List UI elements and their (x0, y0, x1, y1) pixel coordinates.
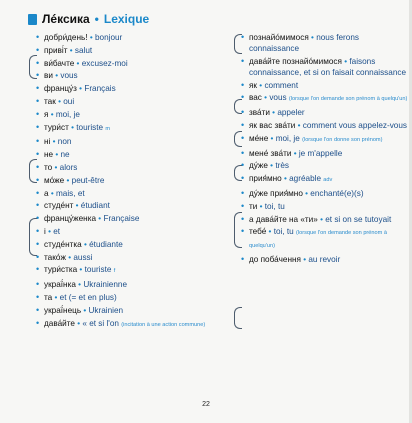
vocab-entry (36, 70, 232, 81)
vocab-entry (241, 201, 409, 212)
vocab-note: adv (323, 177, 333, 184)
section-header (28, 12, 149, 26)
vocab-translation-fr: aussi (73, 252, 93, 262)
vocab-entry (241, 188, 409, 199)
vocab-entry (36, 175, 232, 186)
pen-bracket-mark (29, 218, 37, 256)
vocab-term-ua: украї́нка (44, 280, 76, 290)
pen-bracket-mark (29, 159, 37, 183)
vocab-term-ua: прия́мно (249, 174, 282, 184)
vocab-entry (36, 318, 232, 331)
vocab-translation-fr: je m'appelle (298, 148, 343, 158)
vocab-entry (36, 136, 232, 147)
vocab-translation-fr: étudiante (89, 239, 123, 249)
vocab-term-ua: ду́же (249, 161, 268, 171)
vocab-separator: • (74, 58, 82, 68)
vocab-term-ua: студе́нт (44, 201, 74, 211)
vocab-term-ua: тури́стка (44, 265, 78, 275)
vocab-separator: • (65, 252, 74, 262)
pen-bracket-mark (234, 165, 242, 181)
vocab-separator: • (48, 109, 56, 119)
section-title-fr: Lexique (103, 12, 150, 26)
vocab-term-ua: францу́женка (44, 214, 97, 224)
vocab-separator: • (52, 71, 61, 81)
vocab-separator: • (300, 255, 309, 265)
vocab-translation-fr: moi, je (275, 133, 300, 143)
vocab-note: (lorsque l'on donne son prénom) (302, 136, 383, 143)
vocab-entry (241, 148, 409, 159)
vocab-translation-fr: non (57, 137, 72, 147)
vocab-term-ua: ви́бачте (44, 58, 75, 68)
vocab-translation-fr: très (275, 161, 289, 171)
vocab-translation-fr: toi, tu (273, 227, 294, 237)
vocab-separator: • (257, 201, 265, 211)
vocab-term-ua: приві́т (44, 45, 68, 55)
vocab-entry (36, 292, 232, 303)
vocab-entry (36, 239, 232, 250)
vocab-separator: • (281, 174, 290, 184)
vocab-translation-fr: agréable (289, 174, 321, 184)
vocab-entry (36, 149, 232, 160)
vocab-entry (241, 226, 409, 252)
pen-bracket-mark (234, 34, 242, 54)
section-title-ua: Лéксика (42, 12, 90, 26)
vocab-term-ua: ме́не (249, 133, 269, 143)
vocab-separator: • (81, 239, 90, 249)
vocab-translation-fr: alors (59, 162, 78, 172)
vocab-term-ua: не (44, 150, 54, 160)
vocab-entry (241, 80, 409, 91)
vocab-term-ua: та (44, 292, 53, 302)
vocab-entry (241, 92, 409, 105)
vocab-separator: • (73, 201, 81, 211)
vocab-note: (incitation à une action commune) (121, 321, 206, 328)
vocab-separator: • (68, 122, 77, 132)
vocab-translation-fr: bonjour (94, 33, 123, 42)
vocab-translation-fr: appeler (277, 108, 305, 118)
vocab-term-ua: тебе́ (249, 227, 267, 237)
vocab-term-ua: дава́йте познайо́мимося (249, 56, 342, 66)
vocab-translation-fr: excusez-moi (81, 58, 128, 68)
vocab-note: (lorsque l'on demande son prénom à quelqu'un) (249, 230, 387, 250)
vocab-separator: • (261, 93, 270, 103)
vocab-separator: • (48, 188, 56, 198)
vocab-term-ua: дава́йте (44, 318, 75, 328)
vocab-separator: • (75, 280, 84, 290)
vocab-separator: • (269, 108, 278, 118)
vocab-entry (36, 226, 232, 237)
vocab-term-ua: францу́з (44, 84, 77, 94)
vocab-entry (36, 200, 232, 211)
vocab-entry (241, 120, 409, 131)
vocab-entry (36, 32, 232, 43)
section-separator: • (94, 12, 99, 26)
vocab-entry (241, 160, 409, 171)
vocab-translation-fr: enchanté(e)(s) (310, 188, 364, 198)
vocab-translation-fr: touriste (84, 265, 112, 275)
vocab-separator: • (45, 226, 54, 236)
vocab-term-ua: ні (44, 137, 51, 147)
vocab-note: m (105, 125, 111, 132)
vocab-term-ua: то (44, 162, 53, 172)
vocab-translation-fr: Ukrainienne (83, 280, 128, 290)
pen-bracket-mark (234, 307, 242, 329)
vocab-translation-fr: touriste (76, 122, 104, 132)
vocab-term-ua: украї́нець (44, 305, 82, 315)
vocab-separator: • (77, 265, 85, 275)
vocab-separator: • (257, 80, 265, 90)
vocab-entry (36, 188, 232, 199)
section-square-icon (28, 14, 37, 25)
vocab-term-ua: тури́ст (44, 122, 69, 132)
vocab-separator: • (74, 318, 83, 328)
vocab-translation-fr: oui (63, 96, 75, 106)
vocab-entry (36, 213, 232, 224)
vocab-entry (36, 252, 232, 263)
vocab-translation-fr: nous ferons connaissance (249, 33, 359, 53)
vocab-term-ua: як (249, 80, 258, 90)
vocab-separator: • (291, 148, 299, 158)
vocab-entry (36, 45, 232, 56)
pen-bracket-mark (234, 131, 242, 147)
vocab-entry (241, 254, 409, 265)
vocab-term-ua: ви (44, 71, 53, 81)
vocab-translation-fr: mais, et (55, 188, 85, 198)
vocab-separator: • (302, 188, 311, 198)
vocab-term-ua: я (44, 109, 49, 119)
vocab-entry (241, 214, 409, 225)
vocab-term-ua: зва́ти (249, 108, 270, 118)
vocab-translation-fr: salut (74, 45, 93, 55)
vocab-translation-fr: comment (264, 80, 299, 90)
vocab-entry (36, 162, 232, 173)
vocab-separator: • (341, 56, 350, 66)
vocab-translation-fr: toi, tu (264, 201, 285, 211)
vocab-separator: • (52, 162, 60, 172)
vocab-column-left (36, 32, 232, 332)
vocab-separator: • (266, 227, 274, 237)
vocab-entry (36, 96, 232, 107)
vocab-separator: • (55, 96, 64, 106)
vocab-translation-fr: Français (84, 84, 116, 94)
vocab-entry (36, 264, 232, 277)
vocab-term-ua: мене́ зва́ти (249, 148, 292, 158)
vocab-term-ua: ду́же прия́мно (249, 188, 303, 198)
vocab-term-ua: а (44, 188, 49, 198)
vocab-separator: • (52, 292, 60, 302)
vocab-translation-fr: et si on se tutoyait (325, 214, 392, 224)
vocab-term-ua: так (44, 96, 56, 106)
vocab-separator: • (50, 137, 58, 147)
pen-bracket-mark (29, 55, 37, 79)
vocab-entry (36, 58, 232, 69)
vocab-separator: • (64, 175, 72, 185)
vocab-entry (36, 305, 232, 316)
vocab-entry (36, 83, 232, 94)
vocab-entry (36, 109, 232, 120)
vocab-term-ua: тако́ж (44, 252, 66, 262)
vocab-translation-fr: vous (60, 71, 78, 81)
vocab-translation-fr: comment vous appelez-vous (302, 120, 407, 130)
vocab-entry (241, 107, 409, 118)
vocab-translation-fr: vous (269, 93, 287, 103)
vocab-term-ua: а дава́йте на «ти» (249, 214, 318, 224)
pen-bracket-mark (234, 99, 242, 114)
vocab-translation-fr: Française (103, 214, 140, 224)
vocab-translation-fr: ne (60, 150, 70, 160)
vocab-term-ua: добри́день! (44, 33, 88, 42)
vocab-translation-fr: Ukrainien (88, 305, 124, 315)
vocab-translation-fr: moi, je (55, 109, 80, 119)
vocab-separator: • (268, 133, 276, 143)
vocab-separator: • (317, 214, 326, 224)
vocab-note: f (113, 268, 116, 275)
vocab-separator: • (67, 45, 75, 55)
vocab-term-ua: ти (249, 201, 258, 211)
vocab-term-ua: як вас зва́ти (249, 120, 296, 130)
vocab-term-ua: познайо́мимося (249, 33, 309, 42)
vocab-translation-fr: au revoir (308, 255, 341, 265)
vocab-term-ua: до поба́чення (249, 255, 301, 265)
vocab-term-ua: вас (249, 93, 262, 103)
vocab-column-right (241, 32, 409, 267)
vocab-entry (36, 122, 232, 135)
vocab-separator: • (308, 33, 317, 42)
vocab-entry (241, 56, 409, 78)
vocab-translation-fr: peut-être (71, 175, 105, 185)
vocab-translation-fr: et (53, 226, 61, 236)
vocab-separator: • (76, 84, 85, 94)
vocab-entry (241, 32, 409, 54)
vocab-translation-fr: faisons connaissance, et si on faisait connaissance (249, 56, 407, 77)
vocab-separator: • (81, 305, 89, 315)
vocab-translation-fr: et (= et en plus) (59, 292, 117, 302)
vocab-entry (241, 133, 409, 146)
vocab-separator: • (87, 33, 95, 42)
vocab-note: (lorsque l'on demande son prénom à quelqu'un) (288, 96, 408, 103)
vocab-separator: • (96, 214, 104, 224)
vocab-term-ua: мо́же (44, 175, 65, 185)
vocab-entry (36, 279, 232, 290)
vocab-separator: • (267, 161, 276, 171)
page-number: 22 (202, 401, 210, 408)
vocab-separator: • (53, 150, 61, 160)
pen-bracket-mark (234, 212, 242, 248)
vocab-translation-fr: étudiant (80, 201, 110, 211)
vocab-translation-fr: « et si l'on (82, 318, 119, 328)
vocab-separator: • (295, 120, 303, 130)
vocab-term-ua: і (44, 226, 46, 236)
vocab-entry (241, 173, 409, 186)
vocab-term-ua: студе́нтка (44, 239, 82, 249)
